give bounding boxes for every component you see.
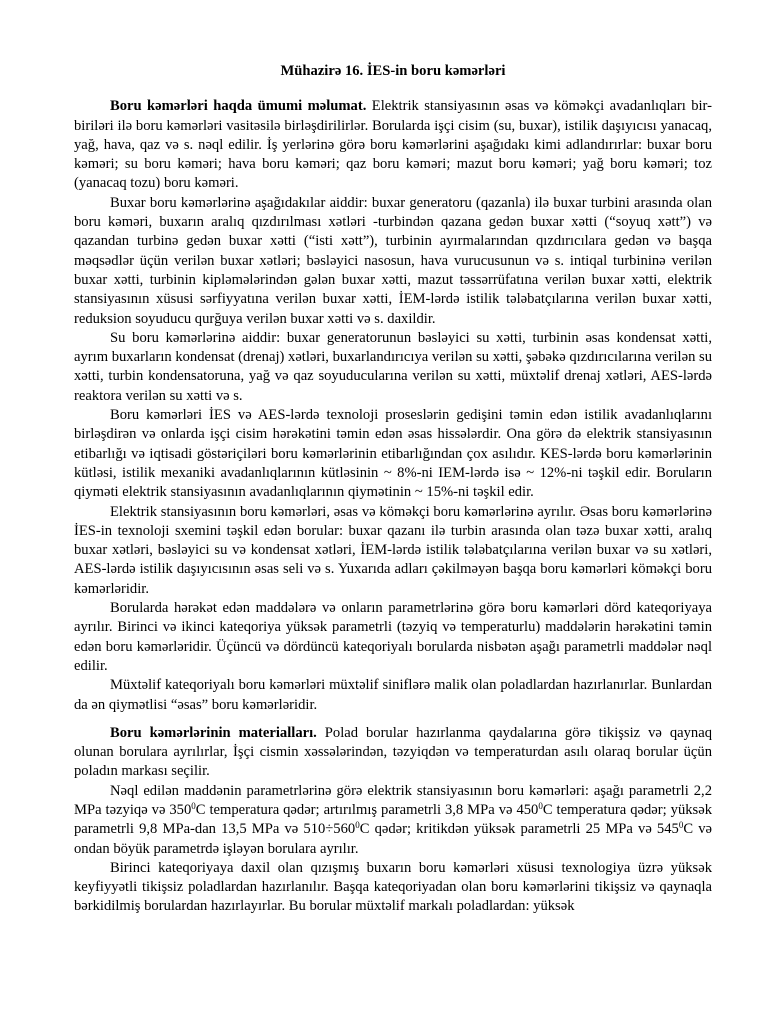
paragraph-text: Borularda hərəkət edən maddələrə və onların parametrlərinə görə boru kəmərləri dörd kateqoriyaya ayrılır. Birinci və ikinci kateqoriya yüksək parametrli (təzyiq və temperaturlu) maddələrin hərəkətini təmin edən boru kəmərləridir. Üçüncü və dördüncü kateqoriyalı borularda nisbətən aşağı parametrli maddələr nəql edilir.: [74, 600, 712, 674]
paragraph-categories: [74, 599, 712, 676]
paragraph-text: Polad borular hazırlanma qaydalarına görə tikişsiz və qaynaq olunan borulara ayrılırlar, İşçi cismin xəssələrindən, təzyiqdən və temperaturdan asılı olaraq borular üçün poladın markası seçilir.: [74, 724, 712, 780]
paragraph-parameters: [74, 782, 712, 859]
paragraph-pipeline-importance: [74, 406, 712, 502]
paragraph-first-category: [74, 859, 712, 917]
superscript-degree: 0: [538, 800, 543, 811]
paragraph-text: Su boru kəmərlərinə aiddir: buxar generatorunun bəsləyici su xətti, turbinin əsas kondensat xətti, ayrım buxarların kondensat (drenaj) xətləri, buxarlandırıcıya verilən su xətti, şəbəkə qızdırıcılarına verilən su xətti, turbin kondensatoruna, yağ və qaz soyuducularına verilən su xətti, müxtəlif drenaj xətləri, AES-lərdə reaktora verilən su xətti və s.: [74, 329, 712, 404]
paragraph-text-part: C temperatura qədər; yüksək parametrli 9,8 MPa-dan 13,5 MPa və 510÷560: [74, 801, 712, 838]
paragraph-main-auxiliary: [74, 503, 712, 599]
paragraph-text: Buxar boru kəmərlərinə aşağıdakılar aiddir: buxar generatoru (qazanla) ilə buxar turbini arasında olan boru kəməri, buxarın aralıq qızdırılması xətləri -turbindən qazana gedən buxar xətti (“soyuq xətt”) və qazandan turbinə gedən buxar xətti (“isti xətt”), turbinin ayırmalarından qızdırıcılara gedən və başqa məqsədlər üçün verilən buxar xətləri; bəsləyici nasosun, hava vurucusunun və s. intiqal turbininə verilən buxar xətti, turbinin kipləmələrindən gələn buxar xətti, mazut təssərrüfatına verilən buxar xətti, elektrik stansiyasının xüsusi sərfiyyatına verilən buxar xətti, İEM-lərdə istilik tələbatçılarına verilən buxar xətti, reduksion soyuducu qurğuya verilən buxar xətti və s. daxildir.: [74, 194, 712, 327]
paragraph-text: Boru kəmərləri İES və AES-lərdə texnoloji proseslərin gedişini təmin edən istilik avadanlıqlarını birləşdirən və onlarda işçi cisim hərəkətini təmin edən əsas hissələrdir. Ona görə də elektrik stansiyasının etibarlığı və iqtisadi göstəriçiləri boru kəmərlərinin etibarlığından çox asılıdır. KES-lərdə boru kəmərlərinin kütləsi, istilik mexaniki avadanlıqlarının kütləsinin ~ 8%-ni IEM-lərdə isə ~ 12%-ni təşkil edir. Boruların qiyməti elektrik stansiyasının avadanlıqlarının qiymətinin ~ 15%-ni təşkil edir.: [74, 407, 712, 501]
document-title: Mühazirə 16. İES-in boru kəmərləri: [280, 63, 506, 79]
document-page: [74, 62, 712, 917]
paragraph-text-part: C və ondan böyük parametrdə işləyən borulara ayrılır.: [74, 821, 712, 857]
superscript-degree: 0: [678, 820, 684, 831]
superscript-degree: 0: [355, 820, 360, 831]
paragraph-text-part: Nəql edilən maddənin parametrlərinə görə elektrik stansiyasının boru kəmərləri: aşağı parametrli 2,2 MPa təzyiqə və 350: [74, 782, 712, 818]
paragraph-text: Elektrik stansiyasının əsas və köməkçi avadanlıqları bir-biriləri ilə boru kəmərləri vasitəsilə birləşdirilirlər. Borularda işçi cisim (su, buxar), istilik daşıyıcısı yanacaq, yağ, hava, qaz və s. nəql edilir. İş yerlərinə görə boru kəmərlərini aşağıdakı kimi adlandırırlar: buxar boru kəməri; su boru kəməri; hava boru kəməri; qaz boru kəməri; mazut boru kəməri; yağ boru kəməri; toz (yanacaq tozu) boru kəməri.: [74, 98, 712, 192]
paragraph-text: Birinci kateqoriyaya daxil olan qızışmış buxarın boru kəmərləri xüsusi texnologiya üzrə yüksək keyfiyyətli tikişsiz poladlardan hazırlanılır. Başqa kateqoriyadan olan boru kəmərlərini tikişsiz və qaynaqla bərkidilmiş borulardan hazırlayırlar. Bu borular müxtəlif markalı poladlardan: yüksək: [74, 859, 712, 915]
section-heading-materials: Boru kəmərlərinin materialları.: [110, 724, 317, 741]
paragraph-text-part: C temperatura qədər; artırılmış parametrli 3,8 MPa və 450: [195, 801, 539, 818]
paragraph-text-part: C qədər; kritikdən yüksək parametrli 25 MPa və 545: [359, 821, 679, 838]
paragraph-text: Elektrik stansiyasının boru kəmərləri, əsas və köməkçi boru kəmərlərinə ayrılır. Əsas boru kəmərlərinə İES-in texnoloji sxemini təşkil edən borular: buxar qazanı ilə turbin arasında olan təzə buxar xətti, aralıq buxar xətləri, bəsləyici su və kondensat xətləri, İEM-lərdə istilik tələbatçılarına verilən buxar və su xətləri, AES-lərdə istilik daşıyıcısının əsas seli və s. Yuxarıda adları çəkilməyən başqa boru kəmərləri köməkçi boru kəmərləridir.: [74, 503, 712, 597]
paragraph-steel-classes: [74, 676, 712, 715]
paragraph-materials: [74, 724, 712, 782]
superscript-degree: 0: [191, 800, 196, 811]
paragraph-water-pipelines: [74, 329, 712, 406]
section-heading-general-info: Boru kəmərləri haqda ümumi məlumat.: [110, 98, 367, 115]
paragraph-general-info: [74, 97, 712, 193]
paragraph-text: Müxtəlif kateqoriyalı boru kəmərləri müxtəlif siniflərə malik olan poladlardan hazırlanırlar. Bunlardan da ən qiymətlisi “əsas” boru kəmərləridir.: [74, 677, 712, 713]
paragraph-steam-pipelines: [74, 194, 712, 329]
